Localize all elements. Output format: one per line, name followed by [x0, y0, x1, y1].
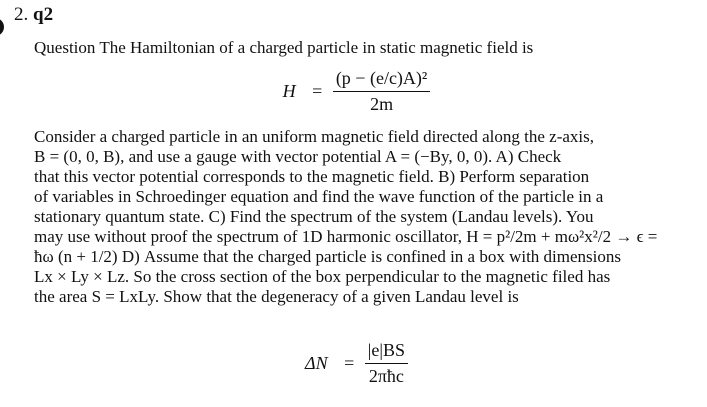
body-line: that this vector potential corresponds to the magnetic field. B) Perform separation [34, 167, 590, 186]
question-label: q2 [33, 4, 54, 25]
body-line: Lx × Ly × Lz. So the cross section of the box perpendicular to the magnetic filed has [34, 267, 611, 286]
hamiltonian-equation [0, 68, 707, 115]
degeneracy-numerator: |e|BS [365, 340, 408, 364]
question-body [34, 127, 687, 307]
hamiltonian-denominator: 2m [370, 94, 394, 114]
hamiltonian-numerator: (p − (e/c)A)² [333, 68, 431, 92]
body-line: of variables in Schroedinger equation and find the wave function of the particle in a [34, 187, 604, 206]
equals-sign: = [312, 81, 323, 101]
question-heading [14, 4, 53, 26]
body-line: stationary quantum state. C) Find the spectrum of the system (Landau levels). You [34, 207, 594, 226]
equals-sign: = [344, 353, 355, 373]
degeneracy-fraction [365, 340, 408, 387]
degeneracy-denominator: 2πħc [368, 366, 404, 386]
body-line: Consider a charged particle in an uniform magnetic field directed along the z-axis, [34, 127, 595, 146]
body-line: B = (0, 0, B), and use a gauge with vector potential A = (−By, 0, 0). A) Check [34, 147, 562, 166]
body-line: ħω (n + 1/2) D) Assume that the charged particle is confined in a box with dimensions [34, 247, 622, 266]
list-marker-tab [0, 18, 4, 36]
question-number: 2. [14, 4, 29, 25]
body-line: the area S = LxLy. Show that the degeneracy of a given Landau level is [34, 287, 519, 306]
body-line: may use without proof the spectrum of 1D harmonic oscillator, H = p²/2m + mω²x²/2 → ϵ = [34, 227, 658, 246]
hamiltonian-fraction [333, 68, 431, 115]
question-intro: Question The Hamiltonian of a charged particle in static magnetic field is [34, 38, 534, 57]
degeneracy-lhs: ΔN [305, 353, 328, 373]
hamiltonian-lhs: H [282, 81, 296, 101]
degeneracy-equation [0, 340, 707, 387]
